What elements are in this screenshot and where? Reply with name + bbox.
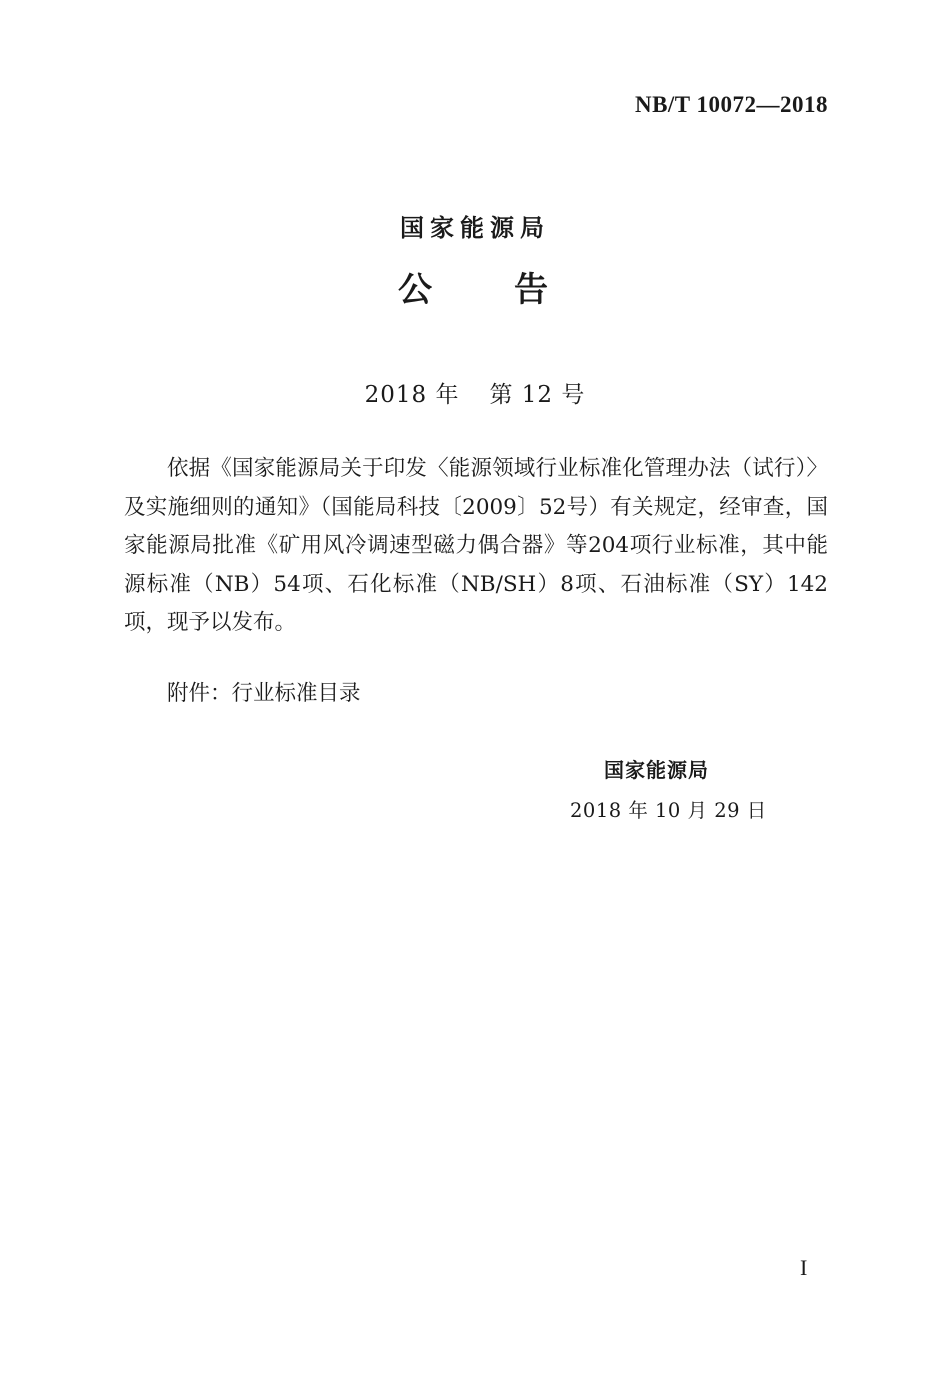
attachment-line: 附件：行业标准目录 bbox=[167, 681, 361, 706]
signer-name: 国家能源局 bbox=[604, 758, 709, 782]
announcement-number bbox=[0, 376, 950, 409]
announcement-issue: 第 12 号 bbox=[489, 382, 586, 408]
signature-date: 2018 年 10 月 29 日 bbox=[570, 799, 767, 822]
page-number: I bbox=[800, 1255, 808, 1280]
issuer-title: 国家能源局 bbox=[400, 214, 550, 242]
document-type-char-1: 公 bbox=[398, 270, 436, 310]
announcement-body: 依据《国家能源局关于印发〈能源领域行业标准化管理办法（试行）〉及实施细则的通知》（国能局科技〔2009〕52号）有关规定，经审查，国家能源局批准《矿用风冷调速型磁力偶合器》等204项行业标准，其中能源标准（NB）54项、石化标准（NB/SH）8项、石油标准（SY）142项，现予以发布。 bbox=[124, 456, 828, 635]
document-type-char-2: 告 bbox=[514, 270, 552, 310]
standard-code: NB/T 10072—2018 bbox=[634, 92, 828, 117]
announcement-year: 2018 年 bbox=[364, 382, 460, 408]
document-type-title bbox=[0, 262, 950, 311]
